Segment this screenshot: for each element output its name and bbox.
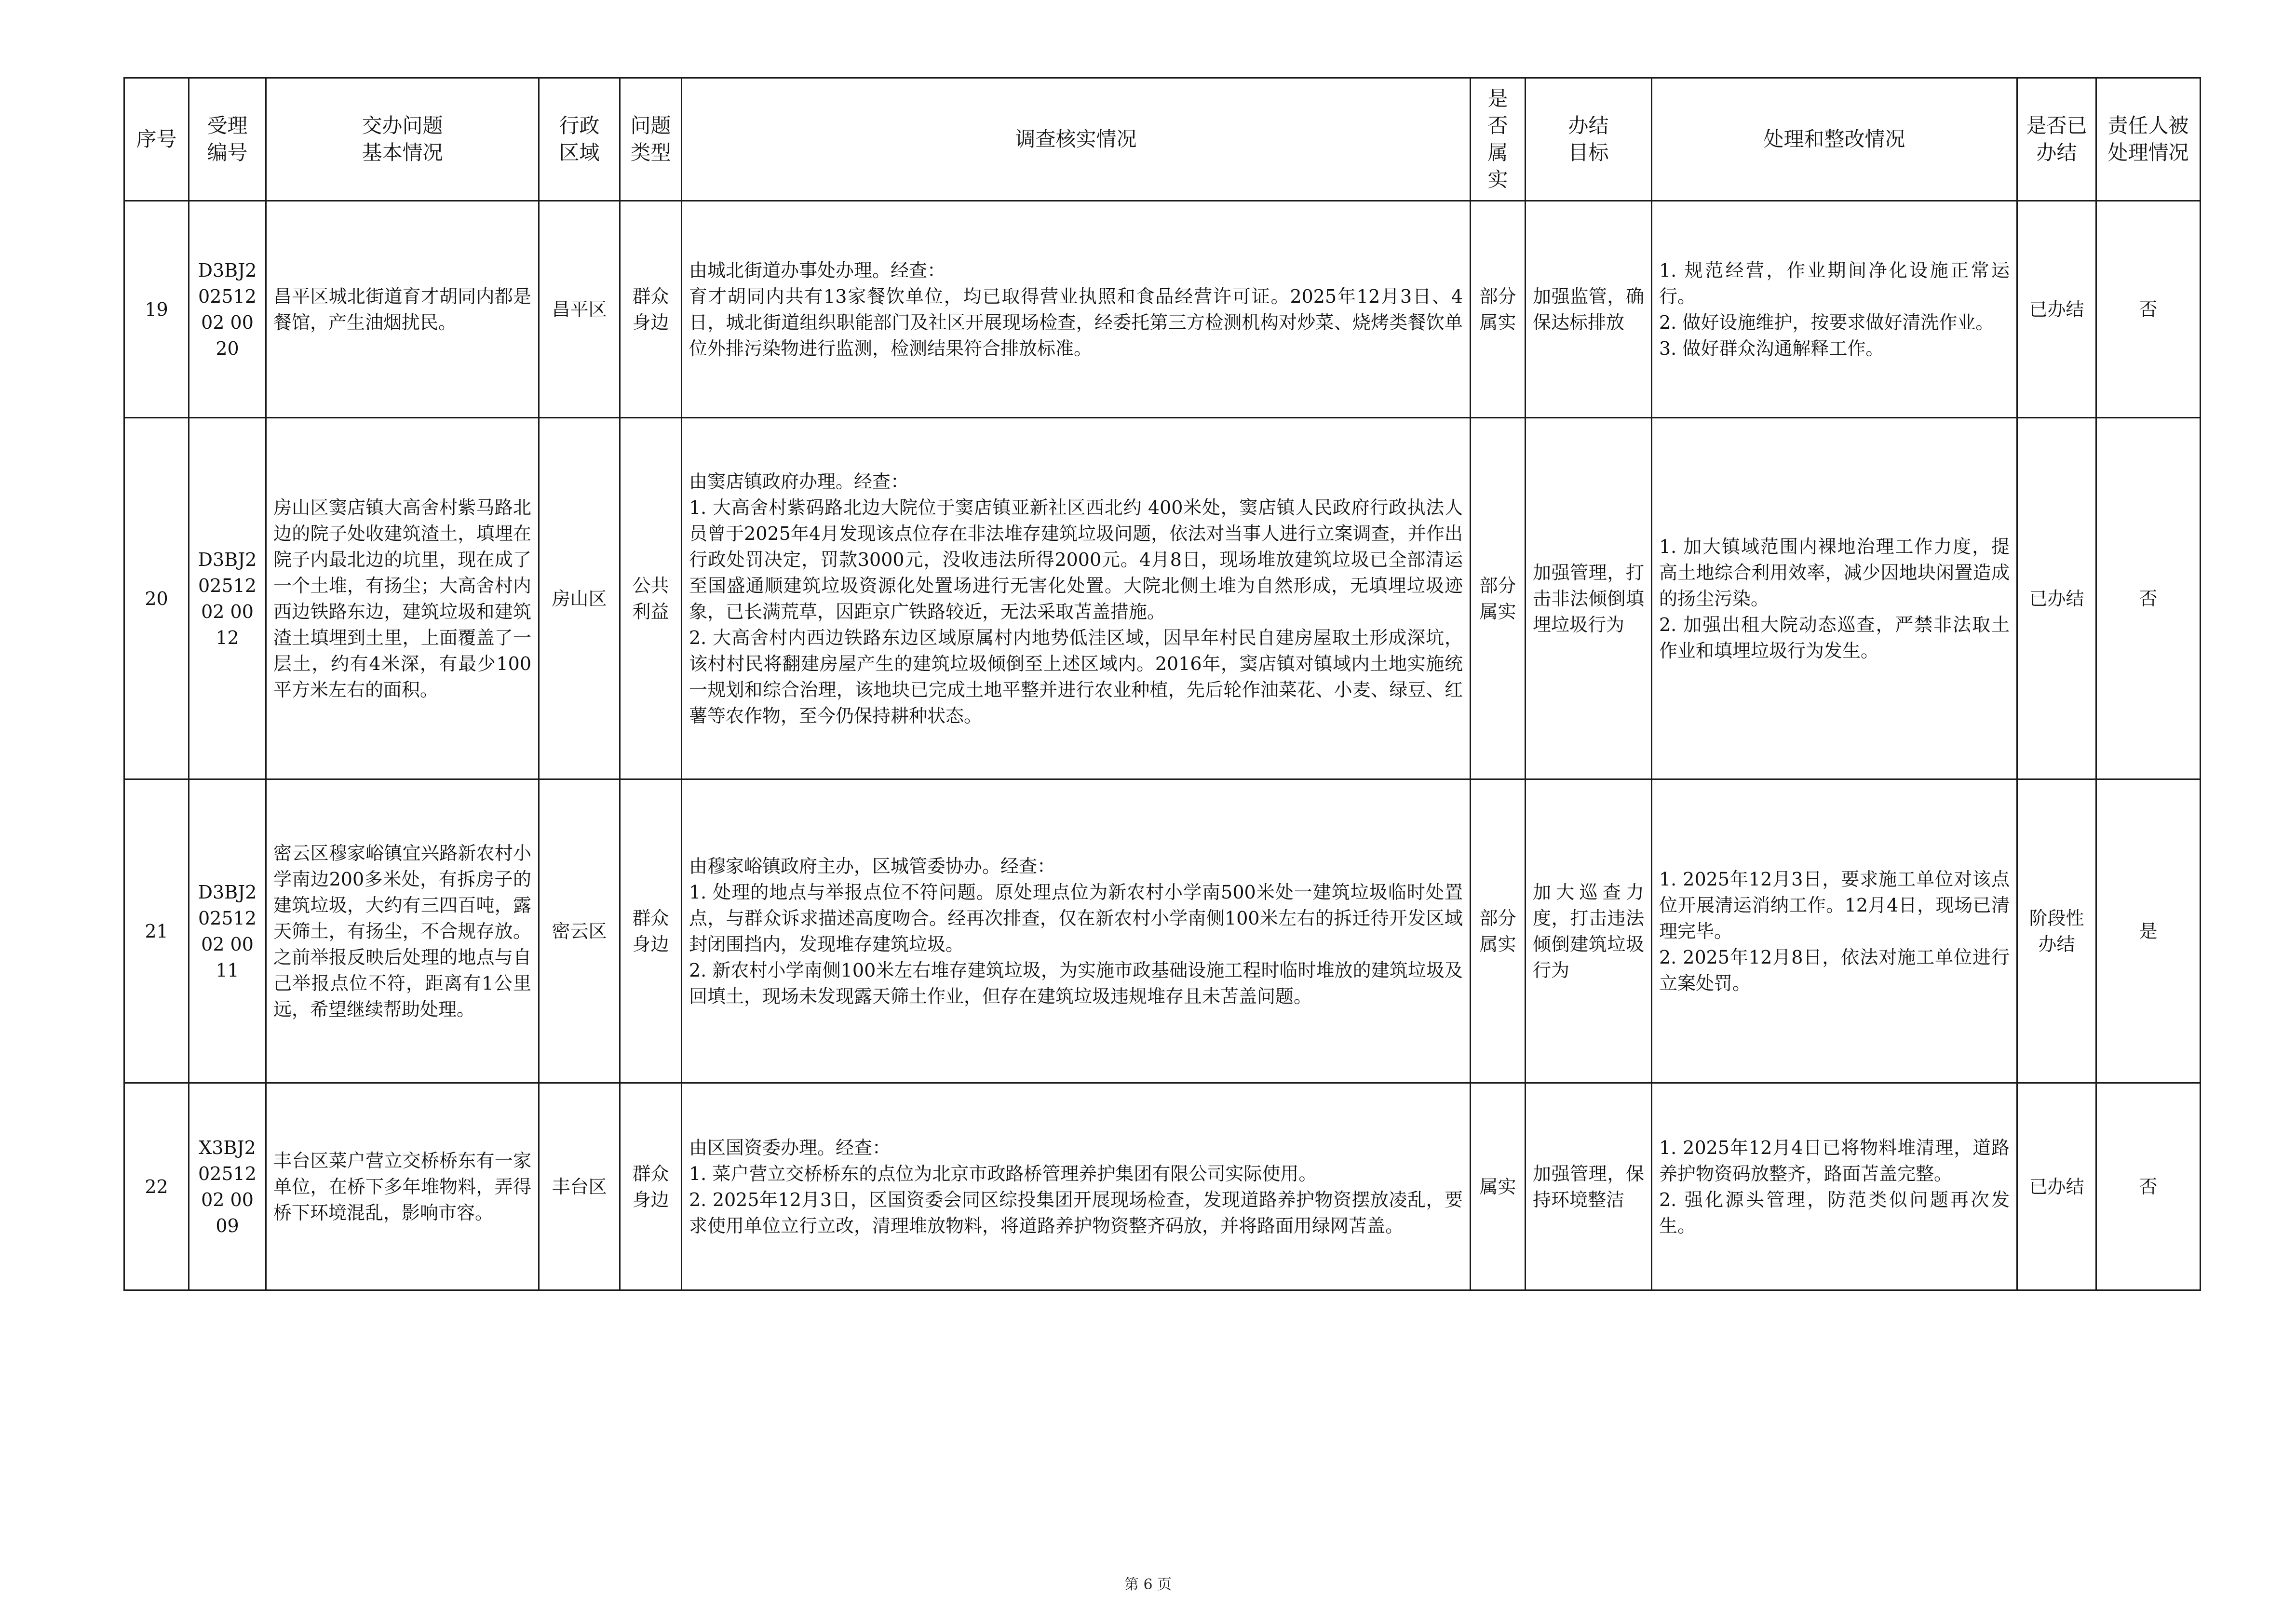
header-row [124,78,2201,201]
row-investigation: 由区国资委办理。经查： 1. 菜户营立交桥桥东的点位为北京市政路桥管理养护集团有限公司实际使用。 2. 2025年12月3日，区国资委会同区综投集团开展现场检查，发现道路养护物资摆放凌乱，要求使用单位立行立改，清理堆放物料，将道路养护物资整齐码放，并将路面用绿网苫盖。 [682,1083,1471,1290]
row-accountability: 否 [2096,1083,2201,1290]
row-area: 房山区 [539,418,620,779]
row-sn: 22 [124,1083,189,1290]
row-goal: 加大巡查力度，打击违法倾倒建筑垃圾行为 [1526,779,1652,1083]
header-sn: 序号 [124,78,189,201]
row-closed: 已办结 [2017,201,2096,418]
row-issue: 丰台区菜户营立交桥桥东有一家单位，在桥下多年堆物料，弄得桥下环境混乱，影响市容。 [266,1083,539,1290]
case-table [123,77,2201,1291]
row-sn: 21 [124,779,189,1083]
row-verified: 部分属实 [1471,201,1526,418]
row-type: 群众身边 [620,779,682,1083]
row-goal: 加强管理，打击非法倾倒填埋垃圾行为 [1526,418,1652,779]
row-verified: 部分属实 [1471,418,1526,779]
row-issue: 房山区窦店镇大高舍村紫马路北边的院子处收建筑渣土，填埋在院子内最北边的坑里，现在成了一个土堆，有扬尘；大高舍村内西边铁路东边，建筑垃圾和建筑渣土填埋到土里，上面覆盖了一层土，约有4米深，有最少100平方米左右的面积。 [266,418,539,779]
row-handling: 1. 2025年12月4日已将物料堆清理，道路养护物资码放整齐，路面苫盖完整。 2. 强化源头管理，防范类似问题再次发生。 [1652,1083,2017,1290]
row-handling: 1. 规范经营，作业期间净化设施正常运行。 2. 做好设施维护，按要求做好清洗作业。 3. 做好群众沟通解释工作。 [1652,201,2017,418]
row-accountability: 是 [2096,779,2201,1083]
row-handling: 1. 2025年12月3日，要求施工单位对该点位开展清运消纳工作。12月4日，现场已清理完毕。 2. 2025年12月8日，依法对施工单位进行立案处罚。 [1652,779,2017,1083]
header-handling: 处理和整改情况 [1652,78,2017,201]
row-goal: 加强管理，保持环境整洁 [1526,1083,1652,1290]
row-accountability: 否 [2096,418,2201,779]
table-row [124,418,2201,779]
row-area: 丰台区 [539,1083,620,1290]
table-row [124,779,2201,1083]
header-investigation: 调查核实情况 [682,78,1471,201]
row-case-id: D3BJ20251202 0020 [189,201,266,418]
row-verified: 属实 [1471,1083,1526,1290]
row-type: 群众身边 [620,1083,682,1290]
row-accountability: 否 [2096,201,2201,418]
row-case-id: D3BJ20251202 0012 [189,418,266,779]
header-accountability: 责任人被 处理情况 [2096,78,2201,201]
row-investigation: 由城北街道办事处办理。经查： 育才胡同内共有13家餐饮单位，均已取得营业执照和食品经营许可证。2025年12月3日、4日，城北街道组织职能部门及社区开展现场检查，经委托第三方检测机构对炒菜、烧烤类餐饮单位外排污染物进行监测，检测结果符合排放标准。 [682,201,1471,418]
header-area: 行政 区域 [539,78,620,201]
row-handling: 1. 加大镇域范围内裸地治理工作力度，提高土地综合利用效率，减少因地块闲置造成的扬尘污染。 2. 加强出租大院动态巡查，严禁非法取土作业和填埋垃圾行为发生。 [1652,418,2017,779]
row-verified: 部分属实 [1471,779,1526,1083]
header-issue: 交办问题 基本情况 [266,78,539,201]
row-investigation: 由穆家峪镇政府主办，区城管委协办。经查： 1. 处理的地点与举报点位不符问题。原处理点位为新农村小学南500米处一建筑垃圾临时处置点，与群众诉求描述高度吻合。经再次排查，仅在新农村小学南侧100米左右的拆迁待开发区域封闭围挡内，发现堆存建筑垃圾。 2. 新农村小学南侧100米左右堆存建筑垃圾，为实施市政基础设施工程时临时堆放的建筑垃圾及回填土，现场未发现露天筛土作业，但存在建筑垃圾违规堆存且未苫盖问题。 [682,779,1471,1083]
table-row [124,201,2201,418]
row-issue: 昌平区城北街道育才胡同内都是餐馆，产生油烟扰民。 [266,201,539,418]
header-closed: 是否已 办结 [2017,78,2096,201]
row-area: 昌平区 [539,201,620,418]
row-sn: 20 [124,418,189,779]
table-row [124,1083,2201,1290]
header-id: 受理 编号 [189,78,266,201]
row-case-id: X3BJ20251202 0009 [189,1083,266,1290]
row-goal: 加强监管，确保达标排放 [1526,201,1652,418]
row-case-id: D3BJ20251202 0011 [189,779,266,1083]
row-closed: 已办结 [2017,418,2096,779]
header-goal: 办结 目标 [1526,78,1652,201]
header-type: 问题 类型 [620,78,682,201]
page-number: 第 6 页 [1124,1576,1172,1593]
row-sn: 19 [124,201,189,418]
row-closed: 已办结 [2017,1083,2096,1290]
row-issue: 密云区穆家峪镇宜兴路新农村小学南边200多米处，有拆房子的建筑垃圾，大约有三四百吨，露天筛土，有扬尘，不合规存放。之前举报反映后处理的地点与自己举报点位不符，距离有1公里远，希望继续帮助处理。 [266,779,539,1083]
row-closed: 阶段性办结 [2017,779,2096,1083]
row-type: 公共利益 [620,418,682,779]
row-area: 密云区 [539,779,620,1083]
row-investigation: 由窦店镇政府办理。经查： 1. 大高舍村紫码路北边大院位于窦店镇亚新社区西北约 400米处，窦店镇人民政府行政执法人员曾于2025年4月发现该点位存在非法堆存建筑垃圾问题，依法对当事人进行立案调查，并作出行政处罚决定，罚款3000元，没收违法所得2000元。4月8日，现场堆放建筑垃圾已全部清运至国盛通顺建筑垃圾资源化处置场进行无害化处置。大院北侧土堆为自然形成，无填埋垃圾迹象，已长满荒草，因距京广铁路较近，无法采取苫盖措施。 2. 大高舍村内西边铁路东边区域原属村内地势低洼区域，因早年村民自建房屋取土形成深坑，该村村民将翻建房屋产生的建筑垃圾倾倒至上述区域内。2016年，窦店镇对镇域内土地实施统一规划和综合治理，该地块已完成土地平整并进行农业种植，先后轮作油菜花、小麦、绿豆、红薯等农作物，至今仍保持耕种状态。 [682,418,1471,779]
header-verified: 是否 属实 [1471,78,1526,201]
row-type: 群众身边 [620,201,682,418]
